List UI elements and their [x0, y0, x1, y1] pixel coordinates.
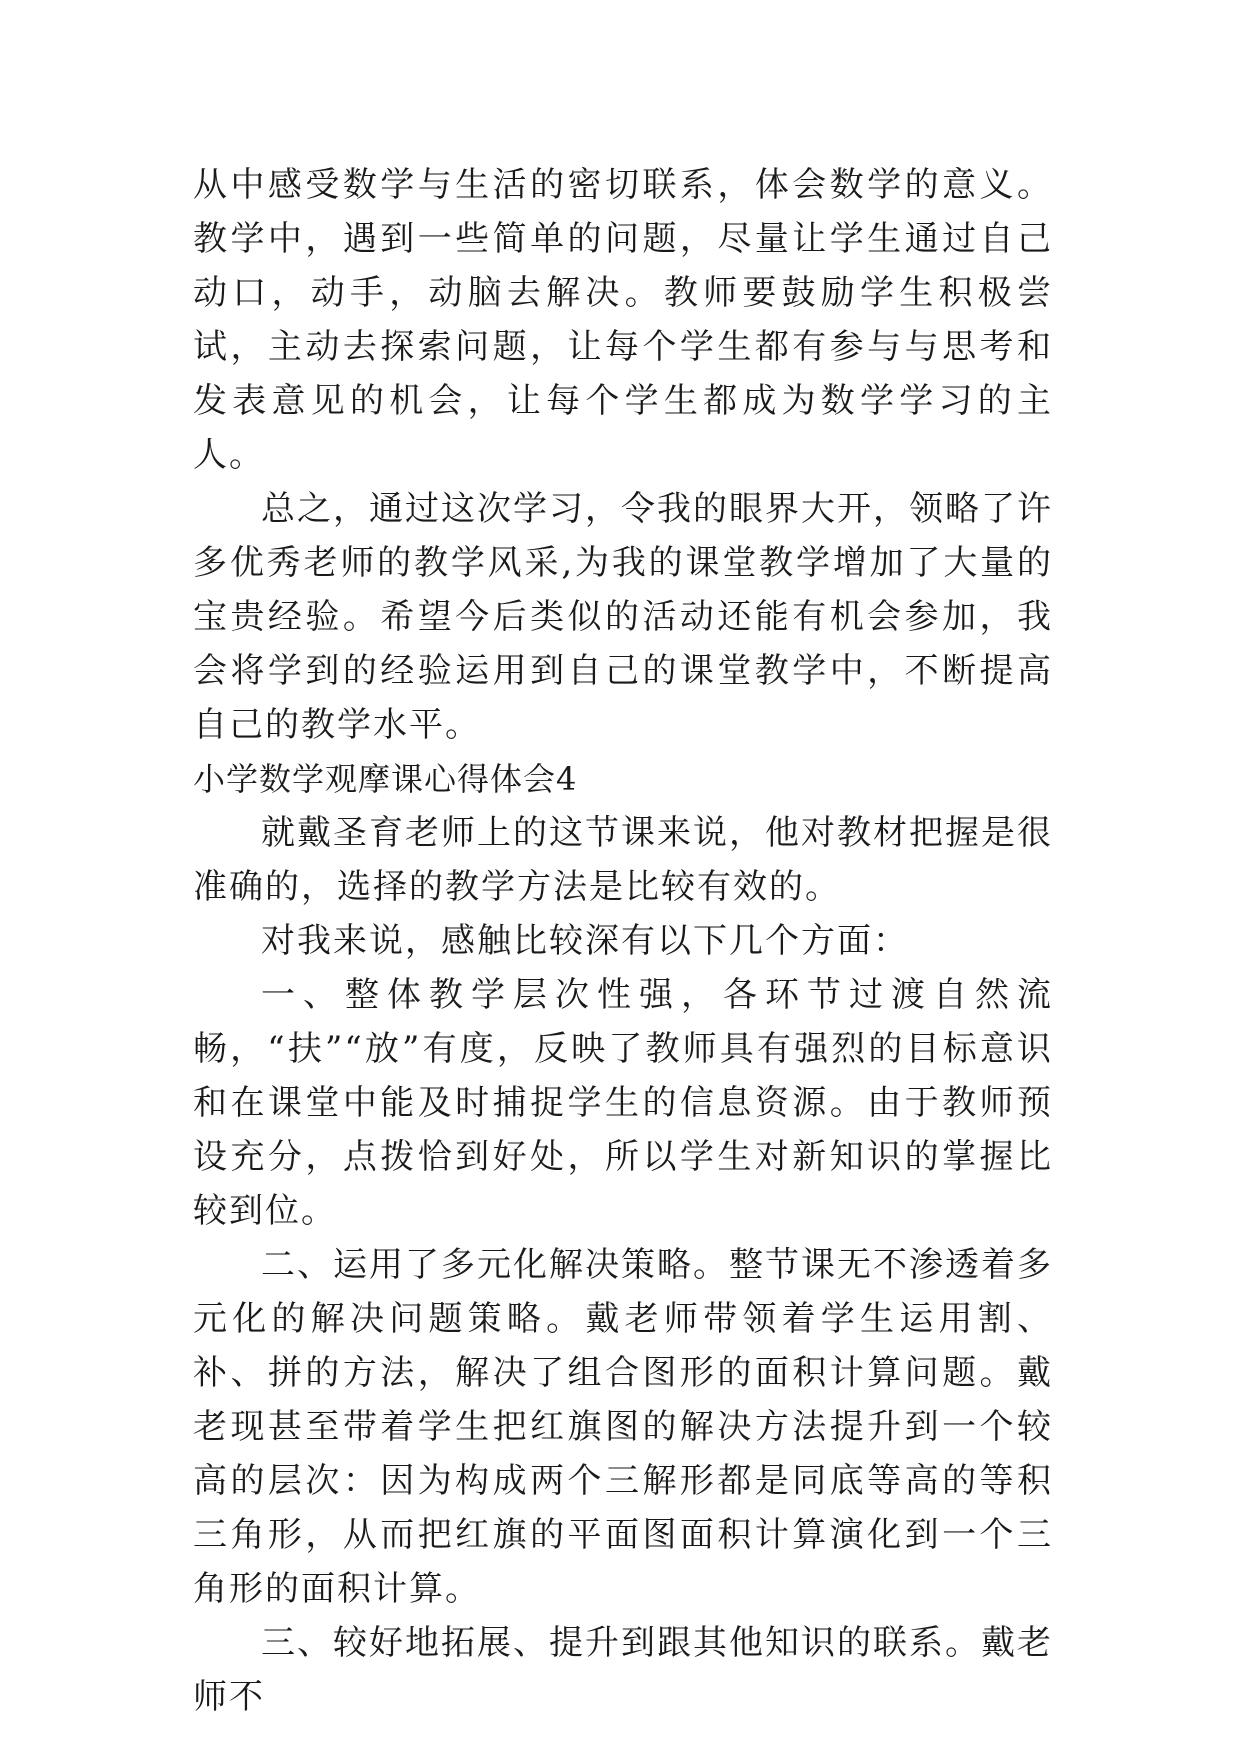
body-paragraph: 就戴圣育老师上的这节课来说，他对教材把握是很准确的，选择的教学方法是比较有效的。 [193, 813, 1053, 907]
section-title: 小学数学观摩课心得体会4 [193, 760, 578, 798]
body-paragraph: 三、较好地拓展、提升到跟其他知识的联系。戴老师不 [193, 1623, 1053, 1717]
body-paragraph: 对我来说，感触比较深有以下几个方面： [261, 921, 909, 961]
document-body [193, 158, 1053, 1724]
body-paragraph: 二、运用了多元化解决策略。整节课无不渗透着多元化的解决问题策略。戴老师带领着学生运用割、补、拼的方法，解决了组合图形的面积计算问题。戴老现甚至带着学生把红旗图的解决方法提升到一个较高的层次：因为构成两个三解形都是同底等高的等积三角形，从而把红旗的平面图面积计算演化到一个三角形的面积计算。 [193, 1245, 1053, 1609]
body-paragraph: 从中感受数学与生活的密切联系，体会数学的意义。教学中，遇到一些简单的问题，尽量让学生通过自己动口，动手，动脑去解决。教师要鼓励学生积极尝试，主动去探索问题，让每个学生都有参与与思考和发表意见的机会，让每个学生都成为数学学习的主人。 [193, 165, 1053, 475]
body-paragraph: 一、整体教学层次性强，各环节过渡自然流畅，“扶”“放”有度，反映了教师具有强烈的目标意识和在课堂中能及时捕捉学生的信息资源。由于教师预设充分，点拨恰到好处，所以学生对新知识的掌握比较到位。 [193, 975, 1053, 1231]
body-paragraph: 总之，通过这次学习，令我的眼界大开，领略了许多优秀老师的教学风采,为我的课堂教学增加了大量的宝贵经验。希望今后类似的活动还能有机会参加，我会将学到的经验运用到自己的课堂教学中，不断提高自己的教学水平。 [193, 489, 1053, 745]
